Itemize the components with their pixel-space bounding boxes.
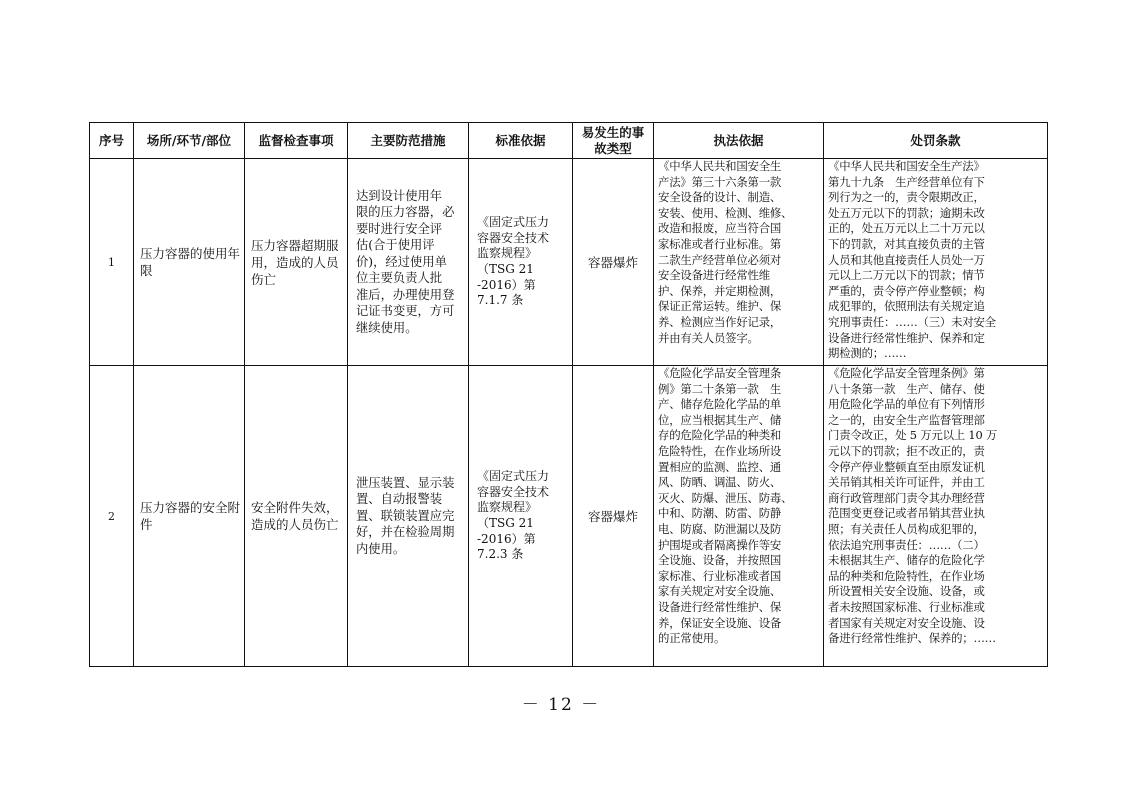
- row-place: 压力容器的使用年限: [134, 159, 245, 366]
- row-measures: 达到设计使用年 限的压力容器，必 要时进行安全评 估(合于使用评 价)，经过使用单 位主要负责人批 准后，办理使用登 记证书变更，方可 继续使用。: [348, 159, 469, 366]
- header-inspection-item: 监督检查事项: [245, 123, 348, 159]
- row-inspection-item: 压力容器超期服用，造成的人员伤亡: [245, 159, 348, 366]
- row-measures: 泄压装置、显示装 置、自动报警装 置、联锁装置应完 好，并在检验周期 内使用。: [348, 366, 469, 667]
- row-inspection-item: 安全附件失效，造成的人员伤亡: [245, 366, 348, 667]
- header-law-basis: 执法依据: [654, 123, 824, 159]
- row-no: 2: [90, 366, 134, 667]
- header-no: 序号: [90, 123, 134, 159]
- header-penalty: 处罚条款: [824, 123, 1048, 159]
- row-penalty: 《中华人民共和国安全生产法》 第九十九条 生产经营单位有下 列行为之一的，责令限期改正， 处五万元以下的罚款；逾期未改 正的，处五万元以上二十万元以 下的罚款，对其直接负责的主管 人员和其他直接责任人员处一万 元以上二万元以下的罚款；情节 严重的，责令停产停业整顿；构 成犯罪的，依照刑法有关规定追 究刑事责任：……（三）未对安全 设备进行经常性维护、保养和定 期检测的；……: [824, 159, 1048, 366]
- table-row: [90, 366, 1048, 667]
- page-number: － 12 －: [521, 695, 601, 715]
- table-row: [90, 159, 1048, 366]
- header-accident-type: 易发生的事故类型: [573, 123, 654, 159]
- row-penalty: 《危险化学品安全管理条例》第 八十条第一款 生产、储存、使 用危险化学品的单位有下列情形 之一的，由安全生产监督管理部 门责令改正，处 5 万元以上 10 万 元以下的罚款；拒不改正的，责 令停产停业整顿直至由原发证机 关吊销其相关许可证件，并由工 商行政管理部门责令其办理经营 范围变更登记或者吊销其营业执 照；有关责任人员构成犯罪的， 依法追究刑事责任：……（二） 未根据其生产、储存的危险化学 品的种类和危险特性，在作业场 所设置相关安全设施、设备，或 者未按照国家标准、行业标准或 者国家有关规定对安全设施、设 备进行经常性维护、保养的；……: [824, 366, 1048, 667]
- header-standard: 标准依据: [469, 123, 573, 159]
- row-law-basis: 《中华人民共和国安全生 产法》第三十六条第一款 安全设备的设计、制造、 安装、使用、检测、维修、 改造和报废，应当符合国 家标准或者行业标准。第 二款生产经营单位必须对 安全设备进行经常性维 护、保养，并定期检测， 保证正常运转。维护、保 养、检测应当作好记录， 并由有关人员签字。: [654, 159, 824, 366]
- row-standard: 《固定式压力 容器安全技术 监察规程》 （TSG 21 -2016）第 7.1.7 条: [469, 159, 573, 366]
- row-law-basis: 《危险化学品安全管理条 例》第二十条第一款 生 产、储存危险化学品的单 位，应当根据其生产、储 存的危险化学品的种类和 危险特性，在作业场所设 置相应的监测、监控、通 风、防晒、调温、防火、 灭火、防爆、泄压、防毒、 中和、防潮、防雷、防静 电、防腐、防泄漏以及防 护围堤或者隔离操作等安 全设施、设备，并按照国 家标准、行业标准或者国 家有关规定对安全设施、 设备进行经常性维护、保 养，保证安全设施、设备 的正常使用。: [654, 366, 824, 667]
- header-measures: 主要防范措施: [348, 123, 469, 159]
- header-row: [90, 123, 1048, 159]
- row-standard: 《固定式压力 容器安全技术 监察规程》 （TSG 21 -2016）第 7.2.3 条: [469, 366, 573, 667]
- row-accident-type: 容器爆炸: [573, 366, 654, 667]
- row-place: 压力容器的安全附件: [134, 366, 245, 667]
- row-no: 1: [90, 159, 134, 366]
- header-place: 场所/环节/部位: [134, 123, 245, 159]
- row-accident-type: 容器爆炸: [573, 159, 654, 366]
- inspection-table: [89, 122, 1048, 667]
